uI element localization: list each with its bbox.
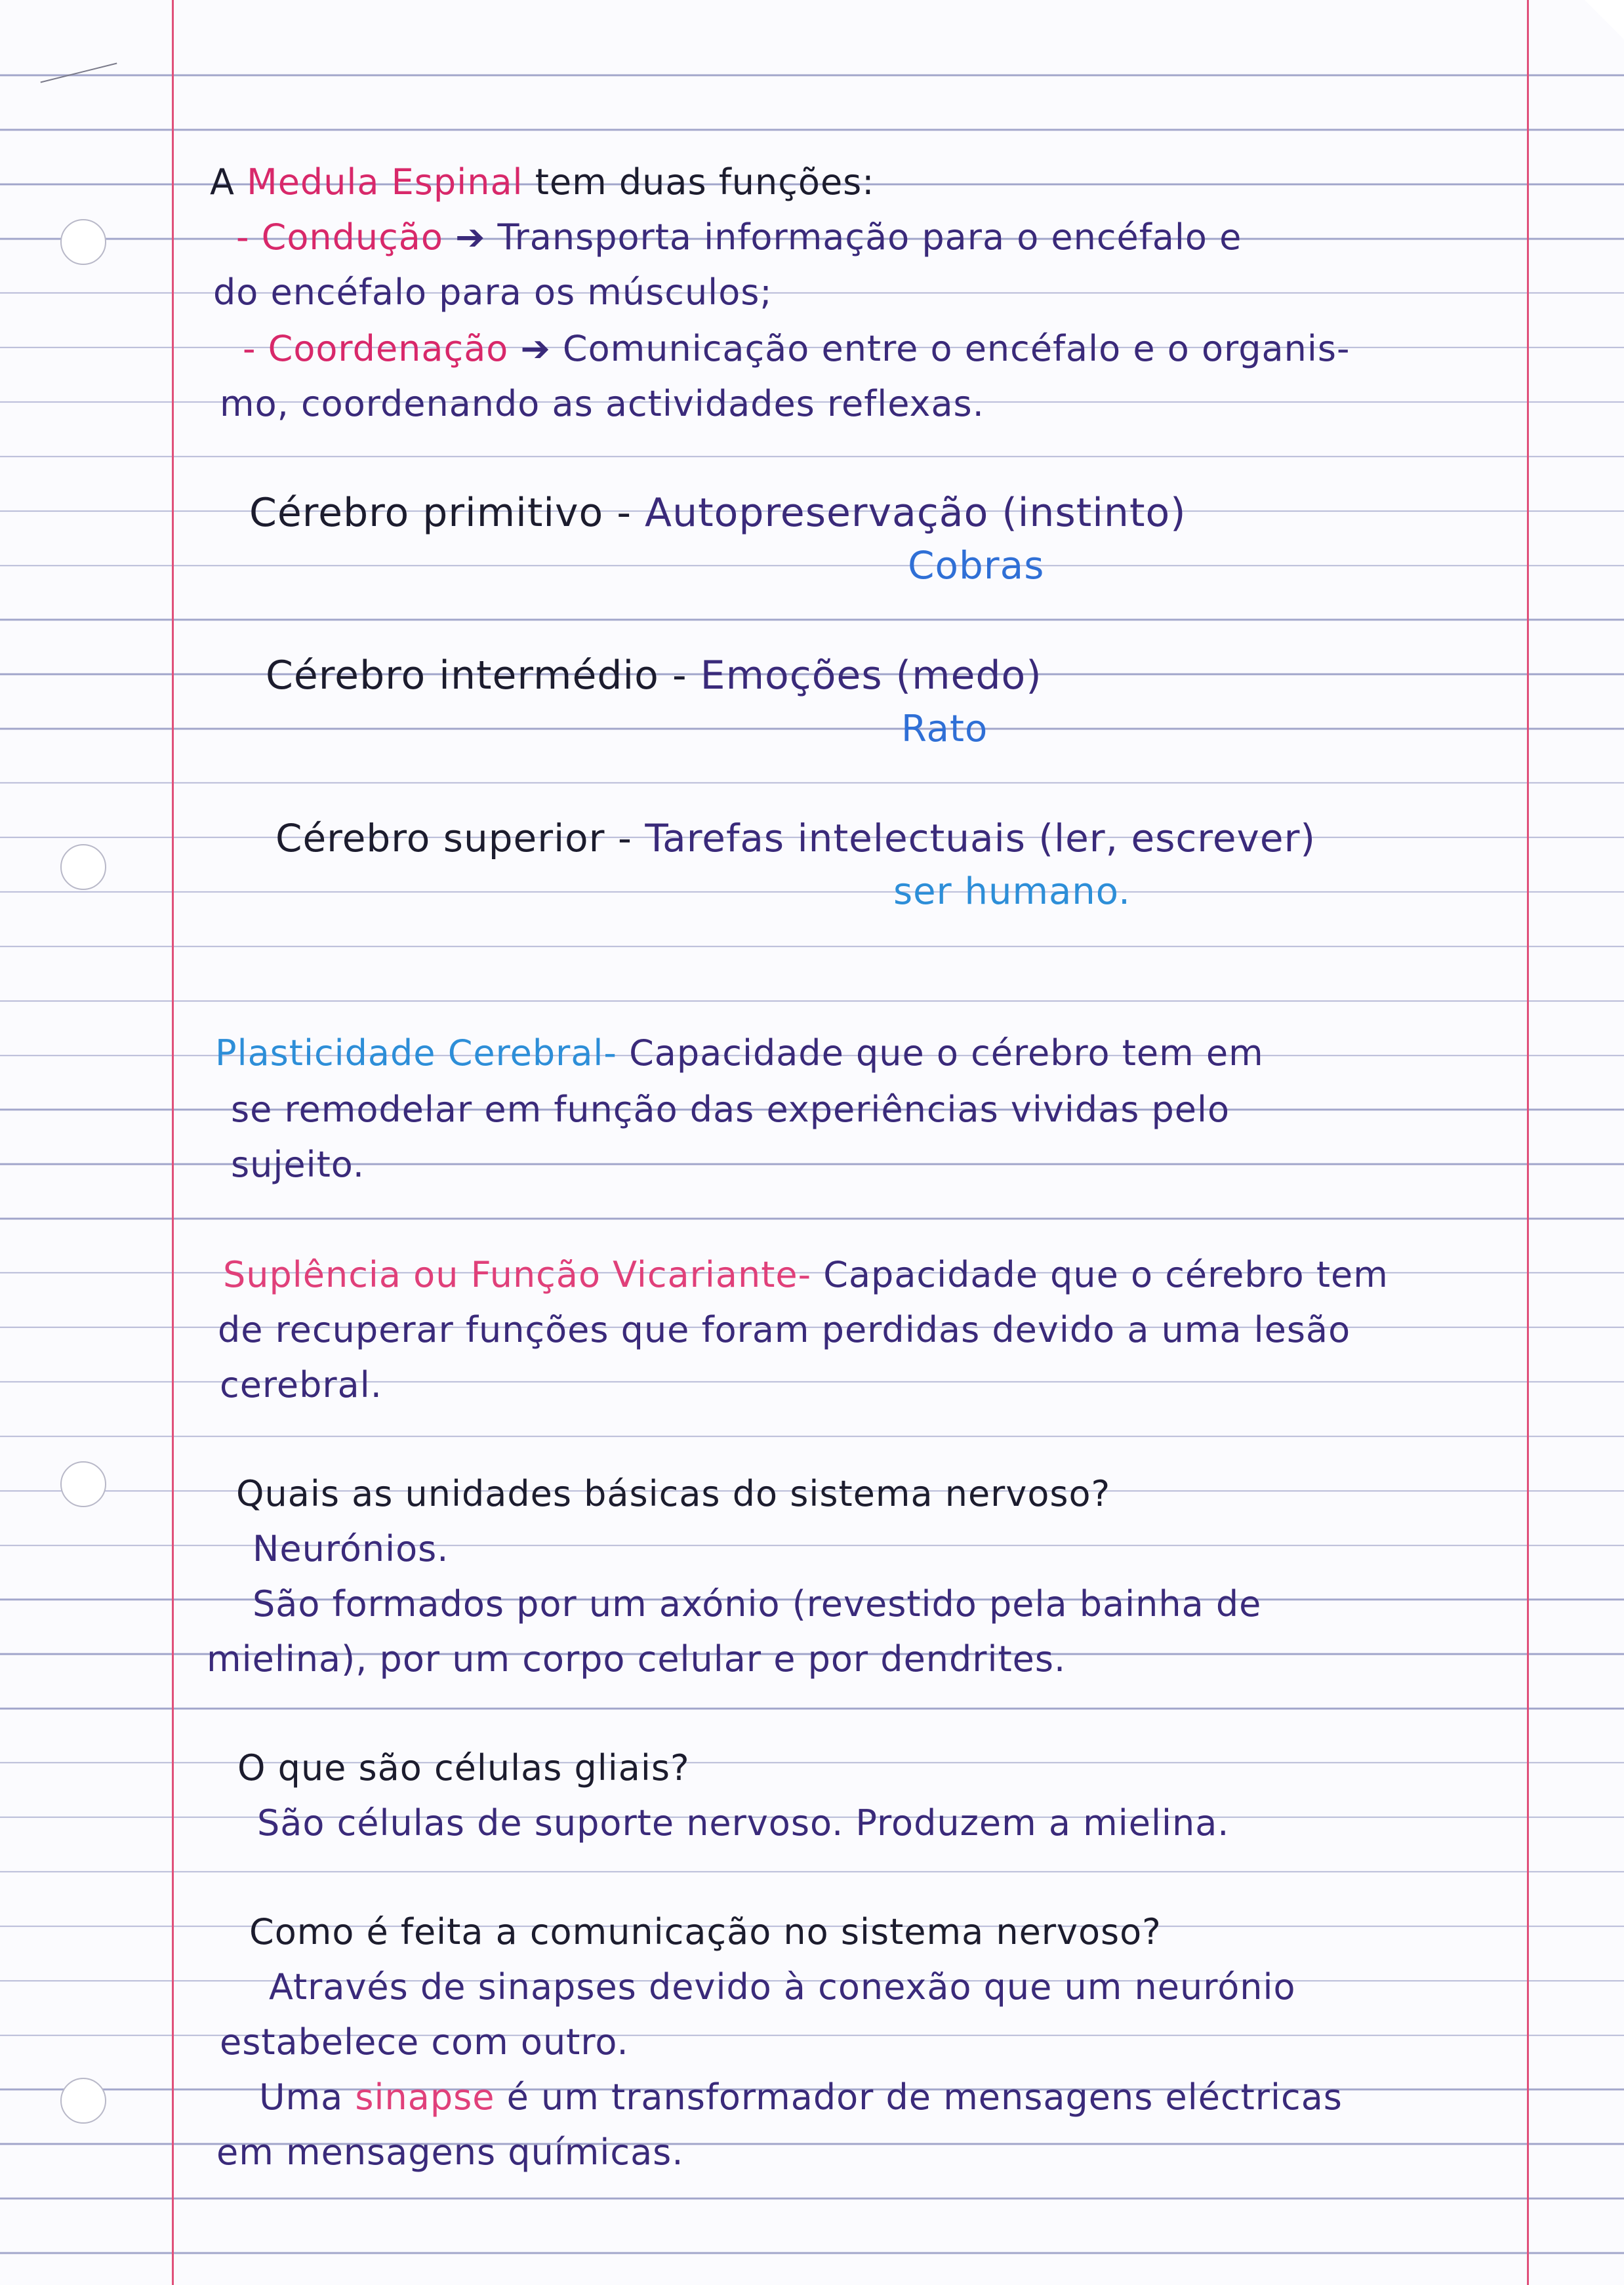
text-fragment: é um transformador de mensagens eléctricas bbox=[495, 2076, 1343, 2118]
note-line-conducao bbox=[236, 211, 1242, 264]
text-fragment: São células de suporte nervoso. Produzem a mielina. bbox=[257, 1802, 1230, 1844]
page-corner bbox=[1585, 0, 1624, 39]
text-fragment: ➔ Comunicação entre o encéfalo e o organis- bbox=[508, 328, 1350, 369]
text-fragment: do encéfalo para os músculos; bbox=[213, 272, 773, 313]
text-fragment: Uma bbox=[259, 2076, 355, 2118]
text-fragment: São formados por um axónio (revestido pela bainha de bbox=[253, 1583, 1262, 1625]
note-line bbox=[231, 1083, 1230, 1136]
term-coordenacao: - Coordenação bbox=[243, 328, 509, 369]
text-fragment: Quais as unidades básicas do sistema nervoso? bbox=[236, 1473, 1111, 1514]
text-fragment: de recuperar funções que foram perdidas devido a uma lesão bbox=[218, 1309, 1351, 1350]
note-line bbox=[213, 266, 773, 319]
note-question-gliais bbox=[237, 1742, 690, 1794]
note-line-medula-title bbox=[210, 156, 875, 209]
term-suplencia: Suplência ou Função Vicariante- bbox=[223, 1254, 812, 1295]
text-fragment: ➔ Transporta informação para o encéfalo e bbox=[443, 216, 1242, 258]
text-fragment: Neurónios. bbox=[253, 1528, 449, 1569]
text-fragment: Como é feita a comunicação no sistema nervoso? bbox=[249, 1911, 1162, 1952]
note-line bbox=[231, 1139, 365, 1191]
text-fragment: em mensagens químicas. bbox=[216, 2132, 684, 2173]
text-fragment: A bbox=[210, 161, 247, 203]
text-fragment: se remodelar em função das experiências vividas pelo bbox=[231, 1089, 1230, 1130]
text-fragment: Através de sinapses devido à conexão que um neurónio bbox=[269, 1966, 1296, 2008]
note-line-plasticidade bbox=[215, 1027, 1264, 1080]
text-fragment: O que são células gliais? bbox=[237, 1747, 690, 1789]
note-answer-line bbox=[257, 1797, 1229, 1850]
note-answer-line bbox=[207, 1633, 1066, 1686]
note-example-ser-humano bbox=[893, 866, 1131, 918]
term-medula-espinal: Medula Espinal bbox=[247, 161, 523, 203]
note-line bbox=[218, 1304, 1350, 1356]
term-conducao: - Condução bbox=[236, 216, 443, 258]
binder-hole bbox=[60, 844, 106, 890]
note-line-cerebro-primitivo bbox=[249, 487, 1187, 539]
text-fragment: Autopreservação (instinto) bbox=[645, 490, 1187, 536]
text-fragment: Rato bbox=[901, 708, 988, 750]
text-fragment: Cérebro primitivo - bbox=[249, 490, 645, 536]
note-answer-line bbox=[269, 1961, 1296, 2013]
right-margin-line bbox=[1527, 0, 1529, 2285]
note-line-cerebro-intermedio bbox=[266, 649, 1042, 702]
text-fragment: sujeito. bbox=[231, 1144, 365, 1185]
note-line-coordenacao bbox=[243, 323, 1350, 375]
left-margin-line bbox=[172, 0, 174, 2285]
term-plasticidade-cerebral: Plasticidade Cerebral- bbox=[215, 1032, 617, 1074]
term-sinapse: sinapse bbox=[355, 2076, 495, 2118]
note-example-rato bbox=[901, 703, 988, 756]
binder-hole bbox=[60, 219, 106, 265]
text-fragment: ser humano. bbox=[893, 870, 1131, 913]
note-line bbox=[220, 1359, 382, 1411]
binder-hole bbox=[60, 1461, 106, 1507]
note-line-cerebro-superior bbox=[275, 812, 1316, 864]
note-answer-line bbox=[216, 2126, 683, 2179]
note-answer-line bbox=[253, 1578, 1261, 1630]
note-line bbox=[220, 378, 985, 430]
text-fragment: Emoções (medo) bbox=[700, 653, 1042, 698]
note-answer-line bbox=[220, 2016, 629, 2069]
note-question-unidades bbox=[236, 1468, 1110, 1520]
text-fragment: Tarefas intelectuais (ler, escrever) bbox=[645, 816, 1316, 860]
text-fragment: cerebral. bbox=[220, 1364, 382, 1405]
text-fragment: Cérebro superior - bbox=[275, 816, 645, 860]
text-fragment: Cobras bbox=[908, 543, 1045, 588]
binder-hole bbox=[60, 2078, 106, 2124]
text-fragment: mo, coordenando as actividades reflexas. bbox=[220, 383, 985, 424]
pencil-mark bbox=[41, 63, 117, 83]
text-fragment: tem duas funções: bbox=[523, 161, 875, 203]
text-fragment: Cérebro intermédio - bbox=[266, 653, 700, 698]
text-fragment: estabelece com outro. bbox=[220, 2021, 629, 2063]
text-fragment: mielina), por um corpo celular e por dendrites. bbox=[207, 1638, 1066, 1680]
note-example-cobras bbox=[908, 539, 1044, 592]
text-fragment: Capacidade que o cérebro tem bbox=[811, 1254, 1389, 1295]
text-fragment: Capacidade que o cérebro tem em bbox=[617, 1032, 1264, 1074]
note-question-comunicacao bbox=[249, 1906, 1162, 1958]
note-answer-sinapse bbox=[259, 2071, 1343, 2124]
note-line-suplencia bbox=[223, 1249, 1389, 1301]
note-answer-line bbox=[253, 1523, 449, 1575]
